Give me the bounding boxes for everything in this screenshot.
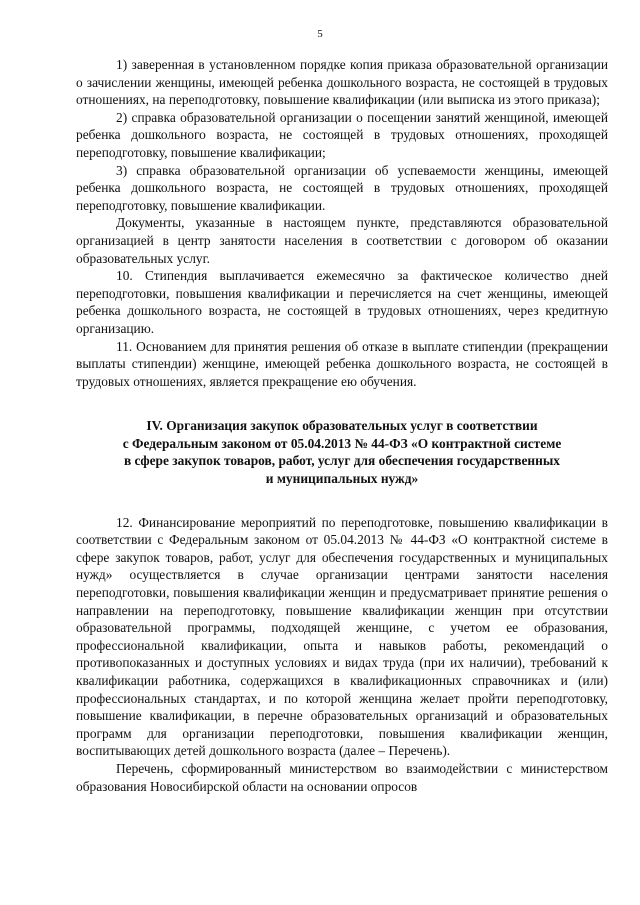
paragraph-10: 10. Стипендия выплачивается ежемесячно за фактическое количество дней переподготовки, повышения квалификации и перечисляется на счет женщины, имеющей ребенка дошкольного возраста, не состоящей в трудовых отношениях, через кредитную организацию. bbox=[76, 268, 608, 336]
section-heading-line: в сфере закупок товаров, работ, услуг для обеспечения государственных bbox=[123, 453, 561, 469]
document-body bbox=[76, 56, 608, 795]
section-heading-line: IV. Организация закупок образовательных услуг в соответствии bbox=[146, 418, 538, 434]
paragraph-documents: Документы, указанные в настоящем пункте, представляются образовательной организацией в центр занятости населения в соответствии с договором об оказании образовательных услуг. bbox=[76, 215, 608, 266]
paragraph-item-2: 2) справка образовательной организации о посещении занятий женщиной, имеющей ребенка дошкольного возраста, не состоящей в трудовых отношениях, проходящей переподготовку, повышение квалификации; bbox=[76, 109, 608, 160]
paragraph-11: 11. Основанием для принятия решения об отказе в выплате стипендии (прекращении выплаты стипендии) женщине, имеющей ребенка дошкольного возраста, не состоящей в трудовых отношениях, является прекращение ею обучения. bbox=[76, 338, 608, 389]
section-heading-line: с Федеральным законом от 05.04.2013 № 44-ФЗ «О контрактной системе bbox=[122, 435, 562, 451]
paragraph-12: 12. Финансирование мероприятий по переподготовке, повышению квалификации в соответствии с Федеральным законом от 05.04.2013 № 44-ФЗ «О контрактной системе в сфере закупок товаров, работ, услуг для обеспечения государственных и муниципальных нужд» осуществляется в случае организации центрами занятости населения переподготовки, повышения квалификации женщин и предусматривает принятие решения о направлении на переподготовку, повышение квалификации женщин при отсутствии образовательной программы, подходящей женщине, с учетом ее образования, профессиональной квалификации, опыта и навыков работы, рекомендаций о противопоказанных и доступных условиях и видах труда (при их наличии), требований к квалификации работника, содержащихся в квалификационных справочниках и (или) профессиональных стандартах, и по которой женщина желает пройти переподготовку, повышение квалификации, в перечне образовательных организаций и образовательных программ для организации переподготовки, повышения квалификации женщин, воспитывающих детей дошкольного возраста (далее – Перечень). bbox=[76, 514, 608, 759]
section-heading-line: и муниципальных нужд» bbox=[265, 471, 419, 487]
paragraph-item-1: 1) заверенная в установленном порядке копия приказа образовательной организации о зачислении женщины, имеющей ребенка дошкольного возраста, не состоящей в трудовых отношениях, на переподготовку, повышение квалификации (или выписка из этого приказа); bbox=[76, 57, 608, 108]
paragraph-item-3: 3) справка образовательной организации об успеваемости женщины, имеющей ребенка дошкольного возраста, не состоящей в трудовых отношениях, проходящей переподготовку, повышение квалификации. bbox=[76, 162, 608, 213]
section-heading bbox=[76, 417, 608, 487]
page-number: 5 bbox=[317, 28, 323, 40]
paragraph-perechen: Перечень, сформированный министерством во взаимодействии с министерством образования Новосибирской области на основании опросов bbox=[76, 760, 608, 794]
